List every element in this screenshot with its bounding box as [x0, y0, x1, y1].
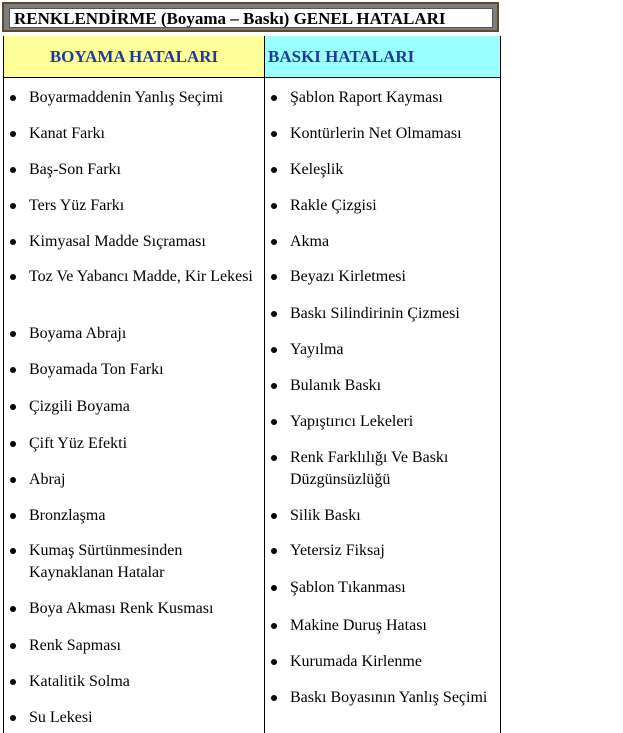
boyama-item: [4, 671, 264, 693]
title-bar: [2, 2, 499, 32]
boyama-item-label: Bronzlaşma: [29, 507, 106, 524]
bullet-icon: [10, 548, 16, 554]
boyama-item: [4, 707, 264, 729]
bullet-icon: [10, 715, 16, 721]
bullet-icon: [10, 274, 16, 280]
boyama-item-label: Kimyasal Madde Sıçraması: [29, 233, 206, 250]
baski-header: BASKI HATALARI: [265, 36, 500, 78]
bullet-icon: [271, 623, 277, 629]
baski-item-label: Şablon Raport Kayması: [290, 89, 443, 106]
baski-item: [265, 123, 500, 145]
page-title: RENKLENDİRME (Boyama – Baskı) GENEL HATALARI: [9, 8, 493, 28]
baski-item: [265, 411, 500, 433]
baski-item: [265, 266, 500, 288]
boyama-item-label: Boyama Abrajı: [29, 325, 127, 342]
baski-item-label: Yapıştırıcı Lekeleri: [290, 413, 414, 430]
baski-item: [265, 577, 500, 599]
baski-item-label: Renk Farklılığı Ve Baskı Düzgünsüzlüğü: [290, 449, 449, 488]
bullet-icon: [271, 95, 277, 101]
boyama-item: [4, 266, 264, 288]
boyama-item: [4, 433, 264, 455]
boyama-item-label: Toz Ve Yabancı Madde, Kir Lekesi: [29, 268, 253, 285]
bullet-icon: [10, 167, 16, 173]
boyama-item-label: Çift Yüz Efekti: [29, 435, 128, 452]
boyama-item-label: Renk Sapması: [29, 637, 121, 654]
bullet-icon: [271, 347, 277, 353]
bullet-icon: [10, 203, 16, 209]
defects-table: [3, 36, 501, 733]
boyama-item-label: Baş-Son Farkı: [29, 161, 121, 178]
bullet-icon: [10, 367, 16, 373]
baski-item-label: Akma: [290, 233, 330, 250]
baski-item-label: Silik Baskı: [290, 507, 361, 524]
bullet-icon: [10, 441, 16, 447]
bullet-icon: [271, 274, 277, 280]
boyama-item: [4, 323, 264, 345]
bullet-icon: [271, 548, 277, 554]
boyama-item: [4, 159, 264, 181]
boyama-item: [4, 359, 264, 381]
baski-item: [265, 159, 500, 181]
boyama-item: [4, 396, 264, 418]
boyama-item-label: Su Lekesi: [29, 709, 93, 726]
bullet-icon: [271, 311, 277, 317]
baski-item-label: Baskı Boyasının Yanlış Seçimi: [290, 689, 488, 706]
boyama-item: [4, 195, 264, 217]
boyama-item: [4, 87, 264, 109]
bullet-icon: [10, 95, 16, 101]
baski-item-label: Makine Duruş Hatası: [290, 617, 427, 634]
boyama-item: [4, 231, 264, 253]
boyama-header: BOYAMA HATALARI: [4, 36, 264, 78]
baski-item-label: Bulanık Baskı: [290, 377, 382, 394]
baski-item: [265, 447, 500, 491]
bullet-icon: [271, 203, 277, 209]
bullet-icon: [10, 477, 16, 483]
baski-item-label: Keleşlik: [290, 161, 344, 178]
bullet-icon: [271, 455, 277, 461]
boyama-item-label: Kumaş Sürtünmesinden Kaynaklanan Hatalar: [29, 542, 183, 581]
baski-item: [265, 687, 500, 709]
bullet-icon: [271, 659, 277, 665]
baski-item: [265, 195, 500, 217]
bullet-icon: [271, 585, 277, 591]
baski-item: [265, 87, 500, 109]
bullet-icon: [271, 131, 277, 137]
baski-item-label: Kurumada Kirlenme: [290, 653, 422, 670]
baski-item-label: Baskı Silindirinin Çizmesi: [290, 305, 460, 322]
baski-item: [265, 540, 500, 562]
baski-item: [265, 615, 500, 637]
bullet-icon: [271, 239, 277, 245]
boyama-item: [4, 123, 264, 145]
boyama-item: [4, 598, 264, 620]
bullet-icon: [10, 606, 16, 612]
baski-item: [265, 375, 500, 397]
boyama-item-label: Abraj: [29, 471, 66, 488]
baski-item: [265, 651, 500, 673]
boyama-item-label: Çizgili Boyama: [29, 398, 130, 415]
bullet-icon: [10, 239, 16, 245]
bullet-icon: [10, 513, 16, 519]
boyama-item-label: Kanat Farkı: [29, 125, 105, 142]
bullet-icon: [10, 331, 16, 337]
boyama-item: [4, 540, 264, 584]
baski-item-label: Rakle Çizgisi: [290, 197, 377, 214]
baski-item: [265, 339, 500, 361]
baski-item-label: Kontürlerin Net Olmaması: [290, 125, 462, 142]
boyama-item-label: Katalitik Solma: [29, 673, 130, 690]
boyama-item-label: Boyarmaddenin Yanlış Seçimi: [29, 89, 224, 106]
boyama-item: [4, 505, 264, 527]
boyama-item-label: Boyamada Ton Farkı: [29, 361, 164, 378]
bullet-icon: [271, 695, 277, 701]
boyama-item-label: Boya Akması Renk Kusması: [29, 600, 214, 617]
boyama-item: [4, 635, 264, 657]
baski-item-label: Şablon Tıkanması: [290, 579, 406, 596]
baski-item-label: Yayılma: [290, 341, 344, 358]
baski-item: [265, 505, 500, 527]
bullet-icon: [10, 131, 16, 137]
bullet-icon: [271, 513, 277, 519]
baski-item-label: Yetersiz Fiksaj: [290, 542, 385, 559]
bullet-icon: [10, 643, 16, 649]
bullet-icon: [10, 404, 16, 410]
baski-item: [265, 231, 500, 253]
boyama-item-label: Ters Yüz Farkı: [29, 197, 125, 214]
bullet-icon: [10, 679, 16, 685]
bullet-icon: [271, 383, 277, 389]
boyama-item: [4, 469, 264, 491]
baski-item-label: Beyazı Kirletmesi: [290, 268, 406, 285]
bullet-icon: [271, 419, 277, 425]
baski-item: [265, 303, 500, 325]
bullet-icon: [271, 167, 277, 173]
